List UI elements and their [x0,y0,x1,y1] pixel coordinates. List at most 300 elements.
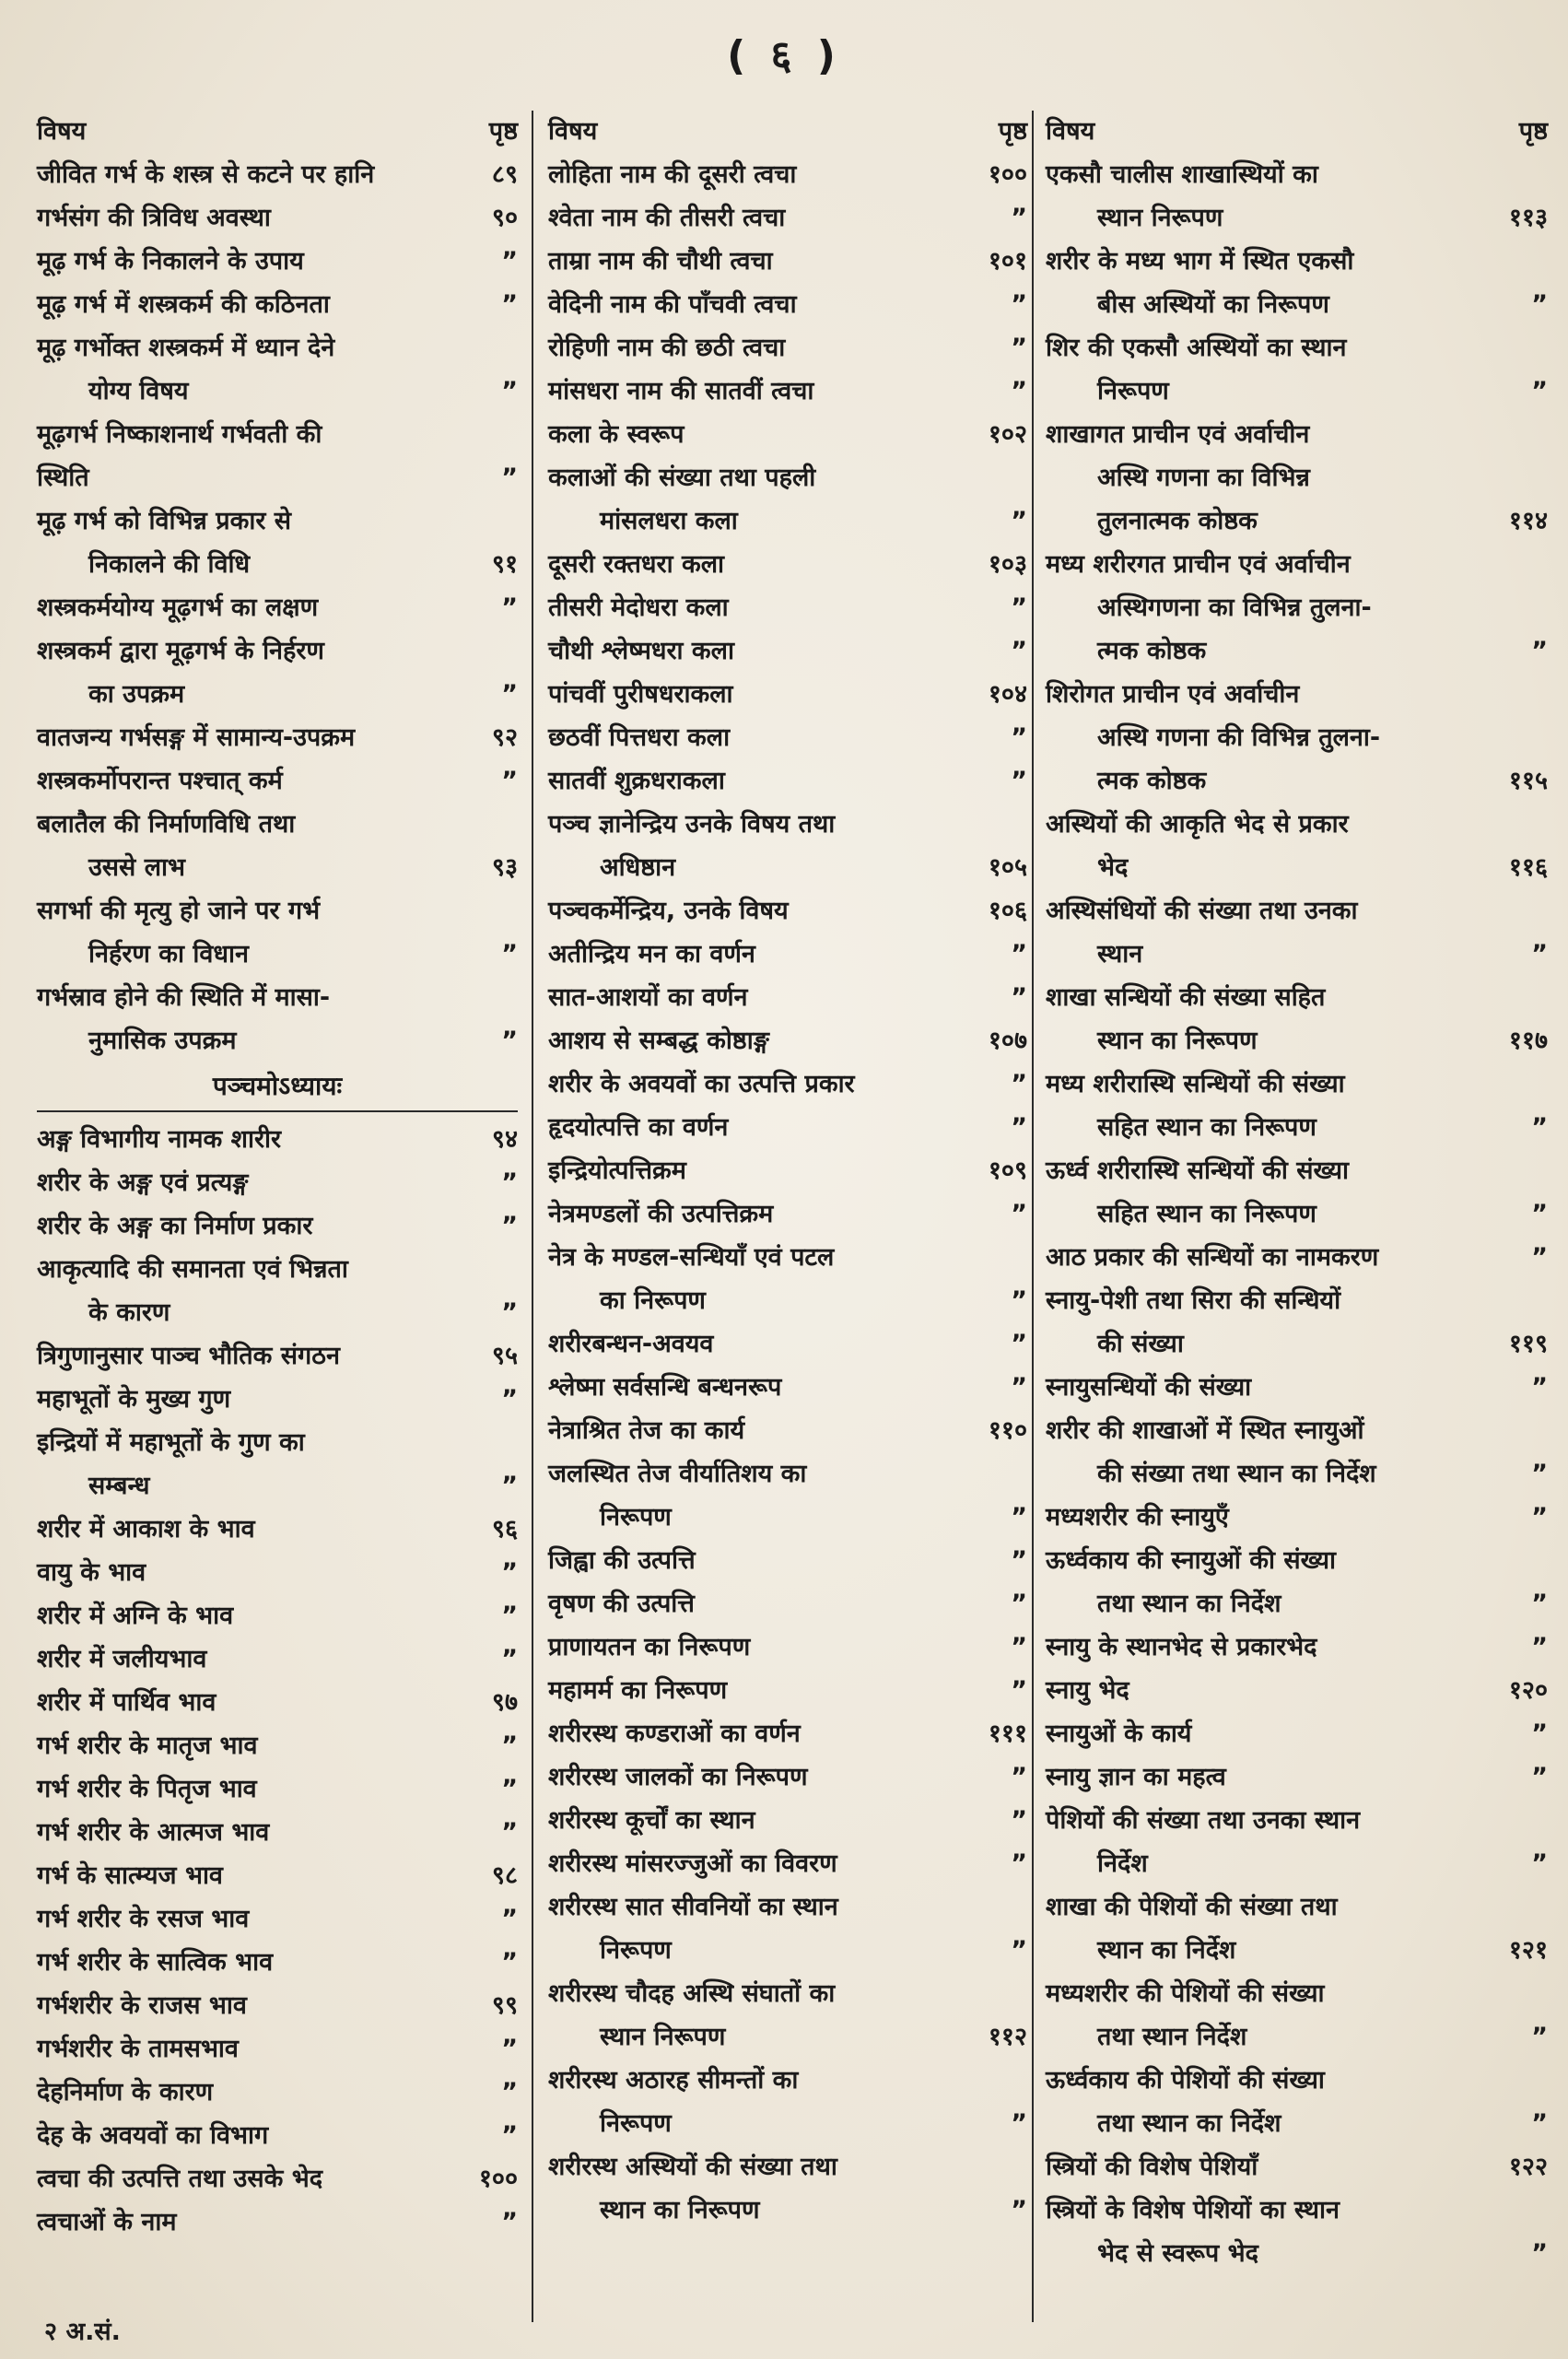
entry-title: स्थान का निर्देश [1097,1936,1236,1965]
entry-title: गर्भस्राव होने की स्थिति में मासा- [37,983,331,1012]
entry-title: लोहिता नाम की दूसरी त्वचा [548,160,797,189]
entry-title: स्नायुसन्धियों की संख्या [1046,1373,1252,1402]
index-entry-continuation [1046,2102,1548,2145]
entry-page-number: ” [501,1472,518,1500]
index-entry [1046,1669,1548,1712]
entry-title: तथा स्थान निर्देश [1097,2023,1247,2051]
subject-header: विषय [1046,117,1095,146]
index-entry-continuation [1046,1842,1548,1885]
index-entry [37,1378,518,1421]
index-entry [37,1204,518,1248]
index-entry [548,586,1027,629]
index-entry [548,1669,1027,1712]
entry-title: आकृत्यादि की समानता एवं भिन्नता [37,1255,348,1284]
entry-page-number: ” [1011,1070,1027,1098]
entry-title: शरीरस्थ कूर्चों का स्थान [548,1806,755,1835]
entry-title: गर्भशरीर के राजस भाव [37,1991,247,2020]
entry-page-number: ” [1011,1849,1027,1878]
entry-title: शरीर के अवयवों का उत्पत्ति प्रकार [548,1070,855,1098]
entry-title: शरीरबन्धन-अवयव [548,1330,714,1358]
entry-title: देह के अवयवों का विभाग [37,2121,269,2150]
index-entry [1046,1062,1548,1106]
entry-title: स्थान का निरूपण [600,2196,760,2224]
index-entry [37,1681,518,1724]
entry-title: कलाओं की संख्या तथा पहली [548,464,816,492]
entry-page-number: १०९ [988,1156,1027,1185]
entry-title: शिरोगत प्राचीन एवं अर्वाचीन [1046,680,1300,709]
entry-page-number: १२० [1508,1676,1548,1705]
entry-title: अस्थिसंधियों की संख्या तथा उनका [1046,897,1358,925]
index-entry [1046,1149,1548,1192]
entry-page-number: ” [501,1027,518,1055]
entry-title: स्थान निरूपण [600,2023,726,2051]
index-entry [548,803,1027,846]
index-entry [548,196,1027,240]
entry-page-number: ” [1011,1806,1027,1835]
index-entry [37,1161,518,1204]
entry-title: तथा स्थान का निर्देश [1097,2109,1281,2138]
index-entry [1046,673,1548,716]
entry-title: जिह्वा की उत्पत्ति [548,1546,696,1575]
entry-page-number: ” [1531,1633,1548,1661]
entry-title: के कारण [88,1298,170,1327]
index-entry [548,1625,1027,1669]
entry-title: मूढ़ गर्भ के निकालने के उपाय [37,247,304,276]
entry-title: शरीर में पार्थिव भाव [37,1688,216,1717]
entry-title: बलातैल की निर्माणविधि तथा [37,810,296,839]
index-entry [548,1539,1027,1582]
index-entry [548,1799,1027,1842]
entry-page-number: ” [1531,2239,1548,2268]
index-entry [548,1236,1027,1279]
entry-title: नेत्रमण्डलों की उत्पत्तिक्रम [548,1200,774,1228]
entry-title: मूढ़ गर्भोक्त शस्त्रकर्म में ध्यान देने [37,334,335,362]
entry-page-number: १२१ [1508,1936,1548,1965]
entry-page-number: ११९ [1508,1330,1548,1358]
entry-title: दूसरी रक्तधरा कला [548,550,725,579]
entry-page-number: १०४ [988,680,1027,709]
entry-page-number: ” [1531,1200,1548,1228]
entry-page-number: ” [1531,1719,1548,1748]
entry-title: निर्देश [1097,1849,1148,1878]
index-entry [37,1941,518,1984]
index-entry-continuation [1046,1019,1548,1062]
index-entry [1046,889,1548,933]
entry-title: पेशियों की संख्या तथा उनका स्थान [1046,1806,1361,1835]
entry-page-number: ” [501,1645,518,1673]
index-entry-continuation [1046,2015,1548,2059]
subject-header: विषय [37,117,87,146]
index-entry [37,326,518,370]
column-body [37,153,518,2244]
entry-title: कला के स्वरूप [548,420,685,449]
index-entry-continuation [1046,283,1548,326]
index-entry [37,2114,518,2157]
entry-title: शरीरस्थ कण्डराओं का वर्णन [548,1719,801,1748]
index-entry [548,1192,1027,1236]
entry-title: स्नायु भेद [1046,1676,1129,1705]
entry-title: मध्य शरीरास्थि सन्धियों की संख्या [1046,1070,1345,1098]
entry-title: शरीरस्थ अस्थियों की संख्या तथा [548,2153,837,2181]
entry-title: का निरूपण [600,1286,706,1315]
entry-page-number: ” [1531,1763,1548,1791]
index-entry-continuation [548,1279,1027,1322]
entry-title: त्मक कोष्ठक [1097,637,1207,665]
entry-page-number: ” [1011,290,1027,319]
entry-page-number: ११६ [1508,853,1548,882]
page-number: ( ६ ) [727,32,841,79]
entry-title: तीसरी मेदोधरा कला [548,593,729,622]
entry-page-number: ” [501,1298,518,1327]
entry-title: गर्भ शरीर के पितृज भाव [37,1775,257,1803]
entry-page-number: ” [1011,1503,1027,1532]
index-entry-continuation [1046,499,1548,543]
entry-title: शरीर में अग्नि के भाव [37,1602,234,1630]
entry-page-number: ” [1011,377,1027,405]
entry-page-number: ” [501,1602,518,1630]
entry-title: देहनिर्माण के कारण [37,2078,214,2107]
entry-title: सात-आशयों का वर्णन [548,983,748,1012]
entry-title: मूढ़गर्भ निष्काशनार्थ गर्भवती की [37,420,322,449]
entry-title: भेद [1097,853,1129,882]
index-entry-continuation [1046,716,1548,759]
entry-title: तथा स्थान का निर्देश [1097,1590,1281,1618]
entry-title: स्नायु-पेशी तथा सिरा की सन्धियों [1046,1286,1341,1315]
index-entry [1046,413,1548,456]
entry-title: तुलनात्मक कोष्ठक [1097,507,1258,535]
entry-title: वेदिनी नाम की पाँचवी त्वचा [548,290,797,319]
entry-page-number: ” [1011,2109,1027,2138]
entry-title: आठ प्रकार की सन्धियों का नामकरण [1046,1243,1379,1272]
index-entry [548,889,1027,933]
entry-title: की संख्या तथा स्थान का निर्देश [1097,1460,1376,1488]
index-entry [1046,1539,1548,1582]
index-entry [548,933,1027,976]
entry-title: प्राणायतन का निरूपण [548,1633,751,1661]
entry-page-number: ११० [988,1416,1027,1445]
entry-title: स्नायुओं के कार्य [1046,1719,1192,1748]
index-entry [548,2059,1027,2102]
entry-title: जलस्थित तेज वीर्यातिशय का [548,1460,807,1488]
index-entry-continuation [37,1019,518,1062]
entry-page-number: १०२ [988,420,1027,449]
entry-title: स्नायु ज्ञान का महत्व [1046,1763,1226,1791]
index-entry-continuation [1046,759,1548,803]
entry-title: स्थान [1097,940,1143,968]
entry-page-number: १०६ [988,897,1027,925]
entry-title: नेत्राश्रित तेज का कार्य [548,1416,745,1445]
index-entry [37,889,518,933]
column-divider [532,111,533,2322]
index-entry-continuation [1046,846,1548,889]
index-entry-continuation [37,1291,518,1334]
entry-title: अतीन्द्रिय मन का वर्णन [548,940,755,968]
column-body [548,153,1027,2232]
index-entry [548,759,1027,803]
index-entry-continuation [548,2102,1027,2145]
index-entry-continuation [37,370,518,413]
entry-page-number: ” [501,1948,518,1977]
entry-page-number: ” [1011,593,1027,622]
entry-title: की संख्या [1097,1330,1184,1358]
entry-page-number: ” [1011,983,1027,1012]
index-entry [37,1551,518,1594]
index-entry [1046,2189,1548,2232]
index-entry [1046,240,1548,283]
entry-page-number: ११५ [1508,767,1548,795]
entry-title: गर्भसंग की त्रिविध अवस्था [37,204,271,232]
entry-title: शरीरस्थ चौदह अस्थि संघातों का [548,1979,836,2008]
entry-page-number: ” [501,290,518,319]
entry-page-number: ” [1011,1113,1027,1142]
entry-page-number: १०१ [988,247,1027,276]
entry-page-number: ” [501,680,518,709]
entry-page-number: ९८ [491,1861,518,1890]
entry-title: गर्भशरीर के तामसभाव [37,2035,239,2063]
entry-title: शरीर के अङ्ग का निर्माण प्रकार [37,1212,313,1240]
entry-title: मूढ़ गर्भ को विभिन्न प्रकार से [37,507,292,535]
entry-title: शरीरस्थ मांसरज्जुओं का विवरण [548,1849,837,1878]
index-entry-continuation [1046,1322,1548,1366]
index-entry [548,976,1027,1019]
index-entry-continuation [1046,2232,1548,2275]
entry-title: सम्बन्ध [88,1472,150,1500]
index-entry [37,1248,518,1291]
entry-page-number: ” [1011,1936,1027,1965]
entry-title: महामर्म का निरूपण [548,1676,728,1705]
entry-page-number: ” [501,464,518,492]
index-entry [37,2201,518,2244]
entry-title: नेत्र के मण्डल-सन्धियाँ एवं पटल [548,1243,835,1272]
index-entry [548,1409,1027,1452]
entry-title: ऊर्ध्वकाय की स्नायुओं की संख्या [1046,1546,1337,1575]
index-entry-continuation [1046,1192,1548,1236]
index-entry-continuation [1046,1452,1548,1496]
index-entry [548,413,1027,456]
index-entry [37,2027,518,2071]
index-entry [37,1118,518,1161]
index-entry-continuation [1046,933,1548,976]
entry-title: अस्थि गणना की विभिन्न तुलना- [1097,723,1381,752]
entry-title: ऊर्ध्व शरीरास्थि सन्धियों की संख्या [1046,1156,1350,1185]
index-entry [37,153,518,196]
entry-title: शस्त्रकर्मयोग्य मूढ़गर्भ का लक्षण [37,593,319,622]
index-entry [37,1334,518,1378]
entry-page-number: ९९ [491,1991,518,2020]
index-entry [37,2071,518,2114]
entry-title: स्त्रियों के विशेष पेशियों का स्थान [1046,2196,1340,2224]
entry-page-number: १०० [988,160,1027,189]
entry-page-number: ९३ [491,853,518,882]
entry-page-number: ” [501,940,518,968]
index-entry-continuation [1046,370,1548,413]
entry-title: सातवीं शुक्रधराकला [548,767,725,795]
index-entry [37,1767,518,1811]
entry-title: शाखागत प्राचीन एवं अर्वाचीन [1046,420,1310,449]
index-column-2 [548,111,1027,2322]
entry-title: ऊर्ध्वकाय की पेशियों की संख्या [1046,2066,1325,2095]
entry-title: पञ्चकर्मेन्द्रिय, उनके विषय [548,897,789,925]
entry-page-number: १०५ [988,853,1027,882]
entry-title: शरीर में आकाश के भाव [37,1515,255,1543]
entry-page-number: ९० [491,204,518,232]
entry-page-number: ” [1011,637,1027,665]
entry-title: नुमासिक उपक्रम [88,1027,237,1055]
entry-page-number: ९४ [491,1125,518,1154]
entry-page-number: ” [1531,1503,1548,1532]
index-entry [1046,1366,1548,1409]
entry-page-number: ” [1011,1763,1027,1791]
entry-page-number: ” [1011,334,1027,362]
entry-page-number: ” [1531,1590,1548,1618]
entry-title: त्वचा की उत्पत्ति तथा उसके भेद [37,2165,323,2193]
entry-title: मांसधरा नाम की सातवीं त्वचा [548,377,814,405]
entry-title: बीस अस्थियों का निरूपण [1097,290,1329,319]
entry-page-number: ” [1531,2023,1548,2051]
entry-title: स्थान का निरूपण [1097,1027,1258,1055]
index-entry [1046,2145,1548,2189]
entry-title: निर्हरण का विधान [88,940,249,968]
entry-title: वृषण की उत्पत्ति [548,1590,695,1618]
entry-page-number: ११३ [1508,204,1548,232]
column-divider [1032,111,1034,2322]
entry-page-number: ११४ [1508,507,1548,535]
entry-title: गर्भ शरीर के मातृज भाव [37,1731,258,1760]
index-entry [1046,1236,1548,1279]
entry-title: शिर की एकसौ अस्थियों का स्थान [1046,334,1347,362]
index-entry [37,283,518,326]
index-entry [37,1724,518,1767]
entry-title: उससे लाभ [88,853,185,882]
index-entry [1046,153,1548,196]
entry-title: जीवित गर्भ के शस्त्र से कटने पर हानि [37,160,375,189]
entry-page-number: ” [501,2121,518,2150]
index-entry [548,153,1027,196]
index-entry [1046,1279,1548,1322]
entry-page-number: ” [501,1558,518,1587]
entry-page-number: १११ [988,1719,1027,1748]
entry-title: हृदयोत्पत्ति का वर्णन [548,1113,729,1142]
entry-page-number: ” [501,1775,518,1803]
entry-title: गर्भ शरीर के रसज भाव [37,1905,250,1933]
entry-title: अस्थि गणना का विभिन्न [1097,464,1310,492]
entry-title: निरूपण [600,2109,672,2138]
entry-title: गर्भ के सात्म्यज भाव [37,1861,223,1890]
index-entry-continuation [548,2015,1027,2059]
index-entry [37,240,518,283]
entry-page-number: ” [1531,1373,1548,1402]
entry-title: श्वेता नाम की तीसरी त्वचा [548,204,786,232]
entry-page-number: ” [501,1731,518,1760]
index-entry [548,2145,1027,2189]
index-entry [548,370,1027,413]
index-entry [37,976,518,1019]
entry-page-number: ” [1531,1460,1548,1488]
entry-page-number: ” [1011,1330,1027,1358]
entry-title: सगर्भा की मृत्यु हो जाने पर गर्भ [37,897,321,925]
index-entry [548,1885,1027,1929]
index-entry-continuation [1046,586,1548,629]
entry-title: योग्य विषय [88,377,189,405]
entry-title: अङ्ग विभागीय नामक शारीर [37,1125,282,1154]
index-entry [548,1019,1027,1062]
index-entry [548,1106,1027,1149]
index-entry [37,629,518,673]
entry-title: त्वचाओं के नाम [37,2208,177,2236]
entry-title: वायु के भाव [37,1558,146,1587]
entry-title: अस्थिगणना का विभिन्न तुलना- [1097,593,1372,622]
entry-title: शस्त्रकर्मोपरान्त पश्चात् कर्म [37,767,283,795]
entry-page-number: ” [501,2208,518,2236]
index-entry [548,1062,1027,1106]
index-entry [1046,1799,1548,1842]
entry-title: निरूपण [600,1936,672,1965]
index-entry-continuation [548,1496,1027,1539]
entry-page-number: ” [501,1212,518,1240]
entry-title: शरीर में जलीयभाव [37,1645,207,1673]
entry-title: शरीर की शाखाओं में स्थित स्नायुओं [1046,1416,1364,1445]
entry-title: अधिष्ठान [600,853,676,882]
index-entry [548,456,1027,499]
index-entry [37,499,518,543]
entry-title: चौथी श्लेष्मधरा कला [548,637,734,665]
entry-title: शरीरस्थ जालकों का निरूपण [548,1763,808,1791]
entry-title: मध्य शरीरगत प्राचीन एवं अर्वाचीन [1046,550,1351,579]
index-entry [1046,326,1548,370]
entry-page-number: ” [501,2078,518,2107]
entry-page-number: ” [1011,1373,1027,1402]
entry-page-number: ” [1011,1590,1027,1618]
column-header [548,111,1027,153]
index-entry [37,586,518,629]
entry-page-number: ९६ [491,1515,518,1543]
entry-title: ताम्रा नाम की चौथी त्वचा [548,247,773,276]
chapter-heading: पञ्चमोऽध्यायः [37,1062,518,1112]
entry-page-number: ” [1531,2109,1548,2138]
index-column-1 [37,111,518,2322]
index-entry [548,326,1027,370]
entry-page-number: ९५ [491,1342,518,1370]
index-entry [548,1842,1027,1885]
entry-page-number: ” [1531,377,1548,405]
entry-title: त्मक कोष्ठक [1097,767,1207,795]
entry-title: वातजन्य गर्भसङ्ग में सामान्य-उपक्रम [37,723,356,752]
entry-page-number: ” [501,1385,518,1414]
entry-page-number: ” [1011,204,1027,232]
column-header [37,111,518,153]
entry-page-number: ” [1011,767,1027,795]
index-entry [37,413,518,456]
entry-title: पांचवीं पुरीषधराकला [548,680,733,709]
entry-page-number: ११७ [1508,1027,1548,1055]
entry-title: शाखा की पेशियों की संख्या तथा [1046,1893,1338,1921]
entry-page-number: ” [501,593,518,622]
entry-page-number: ” [1531,1113,1548,1142]
index-entry [37,2157,518,2201]
index-entry [1046,1885,1548,1929]
page-header: पृष्ठ [488,117,518,146]
entry-page-number: ” [501,2035,518,2063]
index-entry [1046,803,1548,846]
entry-title: मध्यशरीर की पेशियों की संख्या [1046,1979,1325,2008]
index-entry [37,196,518,240]
entry-page-number: ८९ [491,160,518,189]
entry-title: निरूपण [600,1503,672,1532]
entry-page-number: ” [1011,1200,1027,1228]
index-entry [548,716,1027,759]
index-entry [548,1452,1027,1496]
entry-title: स्नायु के स्थानभेद से प्रकारभेद [1046,1633,1317,1661]
